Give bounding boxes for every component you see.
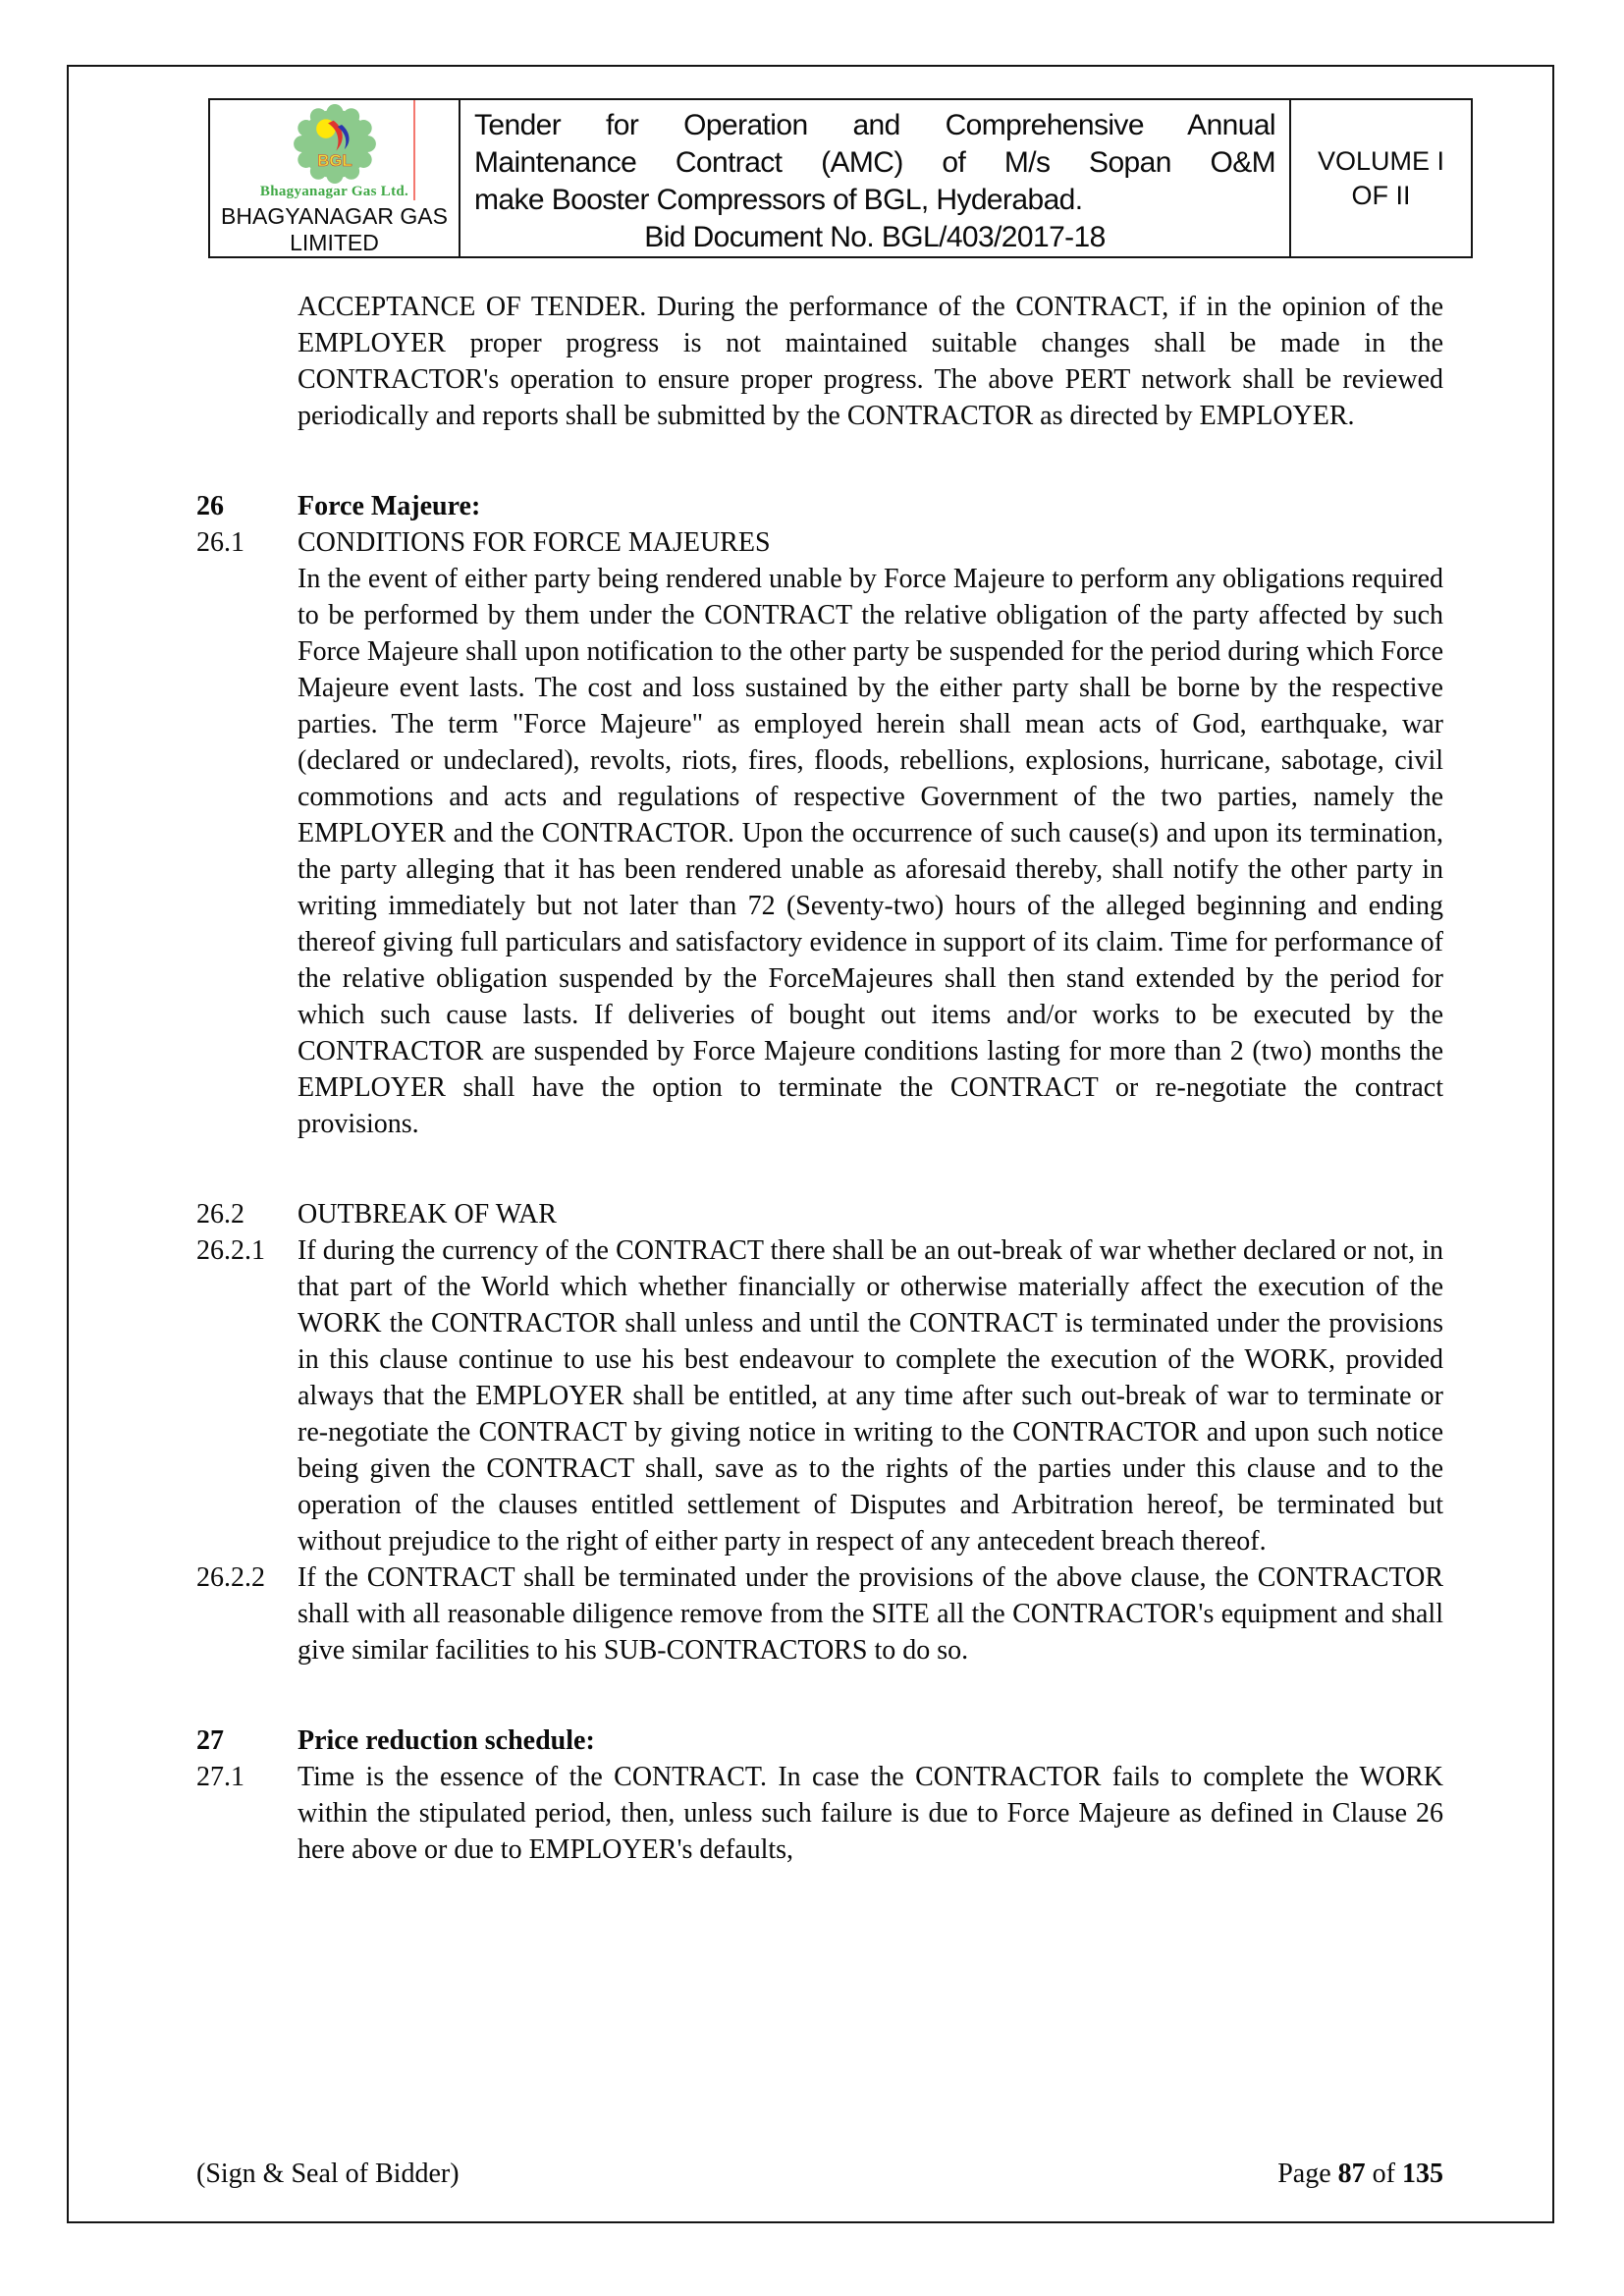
clause-26-2-title: OUTBREAK OF WAR xyxy=(298,1199,557,1230)
bgl-logo-icon xyxy=(288,104,382,184)
clause-26-number: 26 xyxy=(196,491,224,521)
clause-26-2-number: 26.2 xyxy=(196,1199,244,1230)
page-footer xyxy=(196,2157,1443,2192)
page-current: 87 xyxy=(1337,2159,1366,2189)
clause-26-2-2 xyxy=(196,1559,1443,1668)
page-word: Page xyxy=(1277,2159,1331,2189)
logo-abbr-text: BGL xyxy=(316,150,352,170)
sign-seal-label: (Sign & Seal of Bidder) xyxy=(196,2159,460,2189)
clause-26-2-2-number: 26.2.2 xyxy=(196,1562,265,1593)
bid-document-number: Bid Document No. BGL/403/2017-18 xyxy=(644,221,1106,253)
page-total: 135 xyxy=(1402,2159,1443,2189)
clause-26-2-1-text: If during the currency of the CONTRACT there shall be an out-break of war whether declared or not, in that part of the World which whether financially or otherwise materially affect the execution of the WORK the CONTRACTOR shall unless and until the CONTRACT is terminated under the provisions in this clause continue to use his best endeavour to complete the execution of the WORK, provided always that the EMPLOYER shall be entitled, at any time after such out-break of war to terminate or re-negotiate the CONTRACT by giving notice in writing to the CONTRACTOR and upon such notice being given the CONTRACT shall, save as to the rights of the parties under this clause and to the operation of the clauses entitled settlement of Disputes and Arbitration hereof, be terminated but without prejudice to the right of either party in respect of any antecedent breach thereof. xyxy=(298,1235,1443,1557)
clause-27-heading xyxy=(196,1722,1443,1759)
red-divider-line xyxy=(413,100,415,200)
clause-26-1-heading xyxy=(196,524,1443,561)
header-title-cell xyxy=(460,100,1291,256)
clause-27-number: 27 xyxy=(196,1725,224,1756)
clause-27-1 xyxy=(196,1759,1443,1868)
volume-line2: OF II xyxy=(1351,180,1411,210)
clause-27-title: Price reduction schedule: xyxy=(298,1725,595,1756)
page-number xyxy=(1277,2157,1443,2192)
clause-26-heading xyxy=(196,488,1443,524)
intro-paragraph: ACCEPTANCE OF TENDER. During the performance of the CONTRACT, if in the opinion of the EMPLOYER proper progress is not maintained suitable changes shall be made in the CONTRACTOR's operation to ensure proper progress. The above PERT network shall be reviewed periodically and reports shall be submitted by the CONTRACTOR as directed by EMPLOYER. xyxy=(298,292,1443,431)
of-word: of xyxy=(1372,2159,1395,2189)
document-body xyxy=(196,289,1443,1868)
clause-26-2-1 xyxy=(196,1232,1443,1559)
clause-26-2-heading xyxy=(196,1196,1443,1232)
clause-26-1-text: In the event of either party being rendered unable by Force Majeure to perform any obligations required to be performed by them under the CONTRACT the relative obligation of the party affected by such Force Majeure shall upon notification to the other party be suspended for the period during which Force Majeure event lasts. The cost and loss sustained by the either party shall be borne by the respective parties. The term "Force Majeure" as employed herein shall mean acts of God, earthquake, war (declared or undeclared), revolts, riots, fires, floods, rebellions, explosions, hurricane, sabotage, civil commotions and acts and regulations of respective Government of the two parties, namely the EMPLOYER and the CONTRACTOR. Upon the occurrence of such cause(s) and upon its termination, the party alleging that it has been rendered unable as aforesaid thereby, shall notify the other party in writing immediately but not later than 72 (Seventy-two) hours of the alleged beginning and ending thereof giving full particulars and satisfactory evidence in support of its claim. Time for performance of the relative obligation suspended by the ForceMajeures shall then stand extended by the period for which such cause lasts. If deliveries of bought out items and/or works to be executed by the CONTRACTOR are suspended by Force Majeure conditions lasting for more than 2 (two) months the EMPLOYER shall have the option to terminate the CONTRACT or re-negotiate the contract provisions. xyxy=(298,564,1443,1139)
company-name-line2: LIMITED xyxy=(290,230,379,255)
clause-26-title: Force Majeure: xyxy=(298,491,481,521)
clause-26-1-title: CONDITIONS FOR FORCE MAJEURES xyxy=(298,527,771,558)
header-table xyxy=(208,98,1473,258)
volume-line1: VOLUME I xyxy=(1317,145,1445,176)
company-name-line1: BHAGYANAGAR GAS xyxy=(221,203,448,229)
clause-26-2-1-number: 26.2.1 xyxy=(196,1235,265,1266)
clause-26-2-2-text: If the CONTRACT shall be terminated under the provisions of the above clause, the CONTRACTOR shall with all reasonable diligence remove from the SITE all the CONTRACTOR's equipment and shall give similar facilities to his SUB-CONTRACTORS to do so. xyxy=(298,1562,1443,1666)
logo-subtitle: Bhagyanagar Gas Ltd. xyxy=(259,184,409,199)
company-name xyxy=(221,203,448,256)
header-logo-cell xyxy=(210,100,460,256)
tender-title-line3: make Booster Compressors of BGL, Hyderabad. xyxy=(474,184,1083,216)
clause-27-1-text: Time is the essence of the CONTRACT. In case the CONTRACTOR fails to complete the WORK within the stipulated period, then, unless such failure is due to Force Majeure as defined in Clause 26 here above or due to EMPLOYER's defaults, xyxy=(298,1762,1443,1865)
clause-27-1-number: 27.1 xyxy=(196,1762,244,1792)
tender-title-line1: Tender for Operation and Comprehensive Annual xyxy=(474,109,1275,141)
clause-26-1-number: 26.1 xyxy=(196,527,244,558)
header-volume-cell xyxy=(1291,100,1471,256)
tender-title-line2: Maintenance Contract (AMC) of M/s Sopan O&M xyxy=(474,146,1275,179)
